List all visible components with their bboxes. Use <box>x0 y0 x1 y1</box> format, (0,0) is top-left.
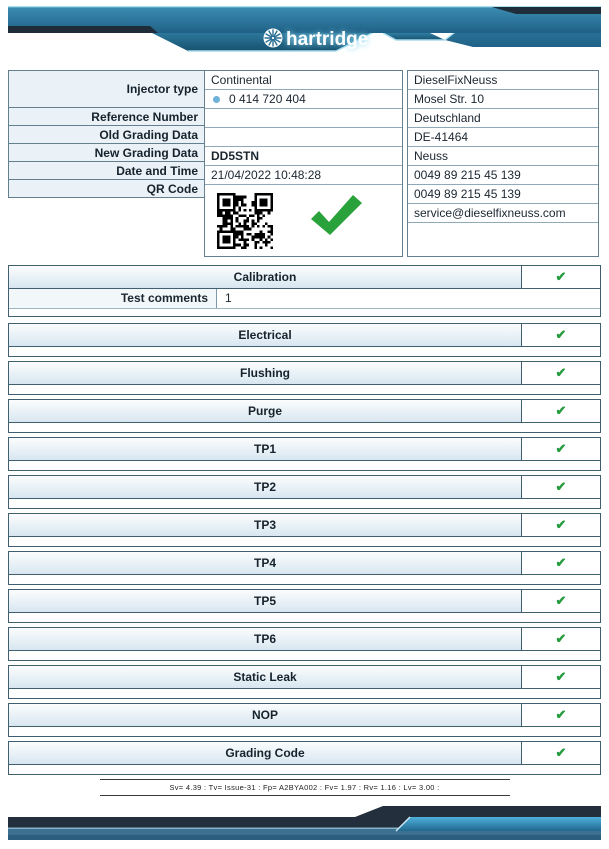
section-title: NOP <box>251 708 278 722</box>
injector-make-value: Continental <box>205 71 402 90</box>
old-grading-data-value <box>205 128 402 147</box>
section-body <box>9 385 600 394</box>
injector-part-number-row <box>205 90 402 109</box>
section-body <box>9 651 600 660</box>
section-header <box>9 742 600 765</box>
section-body <box>9 423 600 432</box>
section-box <box>8 399 601 433</box>
section-body <box>9 689 600 698</box>
section-check-icon: ✔ <box>521 438 600 460</box>
section-box <box>8 665 601 699</box>
section-header <box>9 266 600 289</box>
section-header <box>9 628 600 651</box>
section-check-icon: ✔ <box>521 514 600 536</box>
section-title: TP4 <box>253 556 276 570</box>
bottom-banner <box>0 800 609 849</box>
section-check-icon: ✔ <box>521 324 600 346</box>
section-calibration <box>8 265 601 317</box>
section-title: TP2 <box>253 480 276 494</box>
section-title: Flushing <box>240 366 290 380</box>
section-body <box>9 309 600 316</box>
test-comments-row <box>9 289 600 309</box>
section-check-icon: ✔ <box>521 742 600 764</box>
section-check-icon: ✔ <box>521 552 600 574</box>
customer-phone-1: 0049 89 215 45 139 <box>408 166 598 185</box>
customer-postcode: DE-41464 <box>408 128 598 147</box>
section-title: Grading Code <box>225 746 305 760</box>
section-body <box>9 537 600 546</box>
section-title: TP6 <box>253 632 276 646</box>
part-number-bullet-icon <box>213 96 220 103</box>
date-and-time-value: 21/04/2022 10:48:28 <box>205 166 402 185</box>
pass-check-icon <box>307 193 365 237</box>
section-check-icon: ✔ <box>521 476 600 498</box>
section-box <box>8 627 601 661</box>
new-grading-data-value: DD5STN <box>205 147 402 166</box>
customer-name: DieselFixNeuss <box>408 71 598 90</box>
info-label-column <box>8 70 205 197</box>
label-new-grading-data: New Grading Data <box>8 143 205 162</box>
section-check-icon: ✔ <box>521 400 600 422</box>
section-body <box>9 575 600 584</box>
test-comments-label: Test comments <box>9 289 217 308</box>
section-title: TP1 <box>253 442 276 456</box>
section-box <box>8 703 601 737</box>
reference-number-value <box>205 109 402 128</box>
section-check-icon: ✔ <box>521 628 600 650</box>
section-check-icon: ✔ <box>521 266 600 288</box>
section-title: Electrical <box>238 328 292 342</box>
section-box <box>8 741 601 775</box>
section-header <box>9 476 600 499</box>
injector-part-number-value: 0 414 720 404 <box>229 92 306 106</box>
section-header <box>9 666 600 689</box>
section-header <box>9 704 600 727</box>
section-check-icon: ✔ <box>521 362 600 384</box>
section-header <box>9 400 600 423</box>
section-title: TP5 <box>253 594 276 608</box>
section-body <box>9 347 600 356</box>
label-qr-code: QR Code <box>8 179 205 198</box>
label-old-grading-data: Old Grading Data <box>8 125 205 144</box>
qr-area <box>205 185 402 249</box>
section-body <box>9 727 600 736</box>
test-comments-value: 1 <box>225 291 232 305</box>
section-box <box>8 475 601 509</box>
injector-info-table <box>8 70 601 257</box>
section-box <box>8 513 601 547</box>
section-header <box>9 362 600 385</box>
qr-code-image <box>217 193 273 249</box>
customer-city: Neuss <box>408 147 598 166</box>
section-header <box>9 324 600 347</box>
section-body <box>9 461 600 470</box>
label-date-and-time: Date and Time <box>8 161 205 180</box>
logo-text: hartridge <box>286 29 369 50</box>
customer-email: service@dieselfixneuss.com <box>408 204 598 223</box>
label-injector-type: Injector type <box>8 70 205 108</box>
section-check-icon: ✔ <box>521 590 600 612</box>
section-title: Calibration <box>233 270 297 284</box>
section-check-icon: ✔ <box>521 704 600 726</box>
section-list <box>8 323 601 775</box>
section-box <box>8 361 601 395</box>
section-title: Static Leak <box>233 670 297 684</box>
customer-phone-2: 0049 89 215 45 139 <box>408 185 598 204</box>
test-sections <box>8 265 601 796</box>
version-info-strip: Sv= 4.39 : Tv= Issue-31 : Fp= A2BYA002 : Fv= 1.97 : Rv= 1.16 : Lv= 3.00 : <box>100 779 510 796</box>
section-box <box>8 437 601 471</box>
section-check-icon: ✔ <box>521 666 600 688</box>
section-body <box>9 499 600 508</box>
customer-street: Mosel Str. 10 <box>408 90 598 109</box>
info-value-column <box>204 70 403 257</box>
section-body <box>9 613 600 622</box>
section-header <box>9 590 600 613</box>
section-box <box>8 551 601 585</box>
section-box <box>8 323 601 357</box>
customer-info-column <box>407 70 599 257</box>
section-body <box>9 765 600 774</box>
label-reference-number: Reference Number <box>8 107 205 126</box>
section-title: TP3 <box>253 518 276 532</box>
customer-country: Deutschland <box>408 109 598 128</box>
top-banner <box>0 0 609 58</box>
section-header <box>9 514 600 537</box>
section-header <box>9 438 600 461</box>
section-title: Purge <box>247 404 282 418</box>
section-header <box>9 552 600 575</box>
section-box <box>8 589 601 623</box>
